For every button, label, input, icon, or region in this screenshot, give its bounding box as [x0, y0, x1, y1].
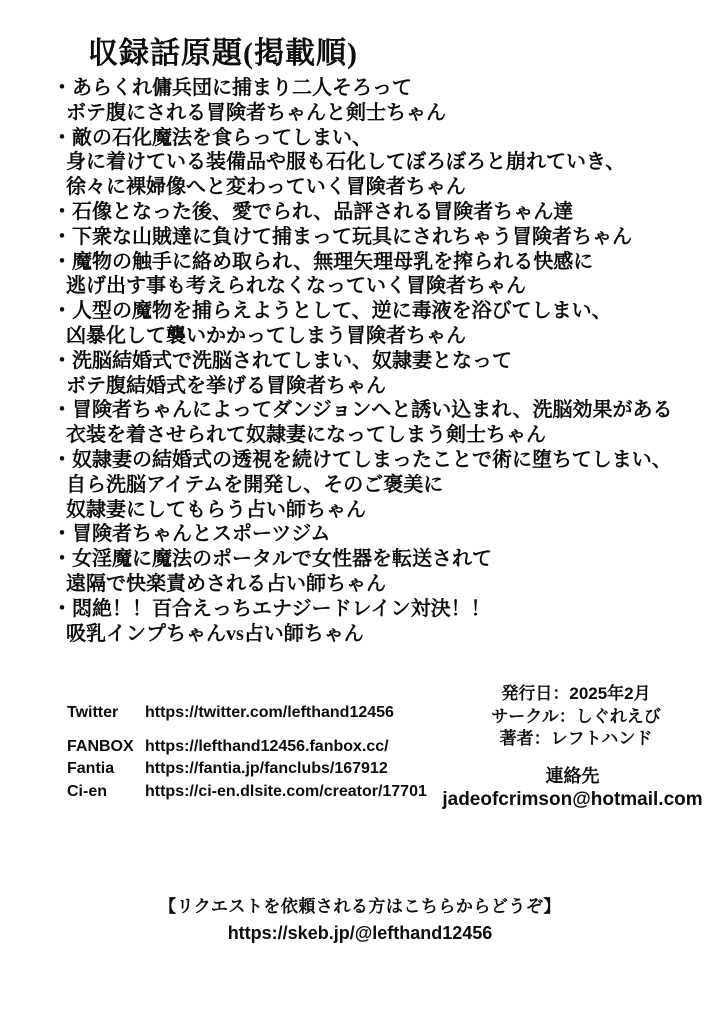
story-item	[52, 522, 692, 547]
story-line: ・敵の石化魔法を食らってしまい、	[52, 126, 372, 149]
story-line: ・魔物の触手に絡め取られ、無理矢理母乳を搾られる快感に	[52, 250, 594, 273]
contact-block	[425, 765, 720, 811]
request-note: 【リクエストを依頼される方はこちらからどうぞ】	[159, 897, 561, 916]
link-service-label: Ci-en	[67, 782, 107, 800]
link-service-label: Twitter	[67, 704, 119, 721]
story-item	[52, 597, 692, 647]
link-row	[67, 758, 427, 781]
link-url: https://ci-en.dlsite.com/creator/17701	[145, 782, 427, 800]
story-line: ・悶絶！！百合えっちエナジードレイン対決！！	[52, 597, 491, 620]
story-item	[52, 547, 692, 597]
story-line: ・あらくれ傭兵団に捕まり二人そろって	[52, 77, 412, 99]
contact-email: jadeofcrimson@hotmail.com	[442, 789, 703, 810]
story-line: ・奴隷妻の結婚式の透視を続けてしまったことで術に堕ちてしまい、	[52, 448, 672, 471]
story-line: ・下衆な山賊達に負けて捕まって玩具にされちゃう冒険者ちゃん	[52, 225, 632, 248]
circle-name: サークル：しぐれえび	[491, 706, 661, 726]
issue-date: 発行日：2025年2月	[501, 684, 651, 703]
link-service-label: FANBOX	[67, 737, 134, 755]
story-line: 吸乳インプちゃんvs占い師ちゃん	[66, 622, 364, 645]
link-url: https://lefthand12456.fanbox.cc/	[145, 737, 389, 755]
story-line: 身に着けている装備品や服も石化してぼろぼろと崩れていき、	[66, 151, 626, 174]
story-item	[52, 349, 692, 399]
story-item	[52, 76, 692, 126]
publication-info-block	[440, 683, 712, 751]
story-line: ボテ腹にされる冒険者ちゃんと剣士ちゃん	[66, 101, 446, 124]
story-line: ・石像となった後、愛でられ、品評される冒険者ちゃん達	[52, 200, 574, 223]
story-line: 奴隷妻にしてもらう占い師ちゃん	[66, 498, 366, 521]
story-line: ボテ腹結婚式を挙げる冒険者ちゃん	[66, 374, 386, 397]
story-title-list	[52, 76, 692, 646]
story-line: 凶暴化して襲いかかってしまう冒険者ちゃん	[66, 324, 466, 347]
request-block	[0, 893, 720, 947]
link-service-label: Fantia	[67, 760, 115, 777]
story-item	[52, 126, 692, 200]
story-line: ・女淫魔に魔法のポータルで女性器を転送されて	[52, 548, 492, 571]
story-item	[52, 448, 692, 522]
author-name: 著者：レフトハンド	[499, 729, 653, 748]
story-item	[52, 250, 692, 300]
link-row	[67, 702, 427, 725]
story-line: ・冒険者ちゃんとスポーツジム	[52, 523, 331, 546]
story-item	[52, 398, 692, 448]
story-line: 衣装を着させられて奴隷妻になってしまう剣士ちゃん	[66, 424, 546, 447]
link-row	[67, 781, 427, 804]
link-url: https://twitter.com/lefthand12456	[145, 704, 394, 721]
story-line: 徐々に裸婦像へと変わっていく冒険者ちゃん	[66, 176, 466, 199]
story-item	[52, 225, 692, 250]
link-url: https://fantia.jp/fanclubs/167912	[145, 760, 388, 777]
story-line: ・冒険者ちゃんによってダンジョンへと誘い込まれ、洗脳効果がある	[52, 399, 673, 422]
story-line: 逃げ出す事も考えられなくなっていく冒険者ちゃん	[66, 275, 526, 298]
story-line: ・洗脳結婚式で洗脳されてしまい、奴隷妻となって	[52, 349, 512, 372]
contact-label: 連絡先	[545, 766, 600, 786]
page-title: 収録話原題(掲載順)	[88, 37, 358, 70]
story-line: 遠隔で快楽責めされる占い師ちゃん	[66, 572, 386, 595]
social-links-block	[67, 702, 427, 803]
story-item	[52, 200, 692, 225]
story-line: ・人型の魔物を捕らえようとして、逆に毒液を浴びてしまい、	[52, 300, 612, 323]
request-skeb-url: https://skeb.jp/@lefthand12456	[227, 923, 493, 943]
story-line: 自ら洗脳アイテムを開発し、そのご褒美に	[66, 473, 444, 496]
story-item	[52, 299, 692, 349]
link-row	[67, 736, 427, 759]
